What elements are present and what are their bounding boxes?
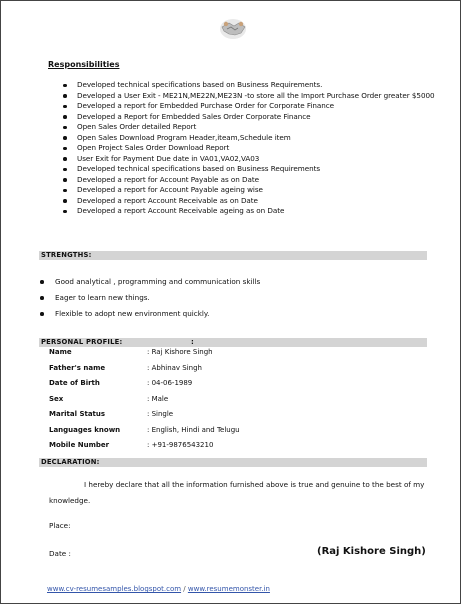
profile-label: Name: [49, 348, 72, 356]
declaration-text: I hereby declare that all the information furnished above is true and genuine to the best of my knowledge.: [49, 480, 425, 505]
personal-profile-title: PERSONAL PROFILE:: [41, 338, 123, 346]
list-item: Open Sales Order detailed Report: [61, 122, 439, 133]
handshake-icon: [219, 13, 247, 43]
list-item: Developed a report Account Receivable ageing as on Date: [61, 206, 439, 217]
profile-label: Languages known: [49, 425, 121, 434]
signature-name: (Raj Kishore Singh): [317, 546, 426, 557]
list-item: Developed a User Exit - ME21N,ME22N,ME23N -to store all the Import Purchase Order greater $5000: [61, 91, 439, 102]
list-item: Eager to learn new things.: [39, 290, 260, 306]
strengths-list: [39, 274, 260, 322]
profile-value: : English, Hindi and Telugu: [147, 425, 240, 434]
list-item: Developed a Report for Embedded Sales Order Corporate Finance: [61, 112, 439, 123]
profile-label: Marital Status: [49, 410, 106, 418]
list-item: Developed a report for Account Payable ageing wise: [61, 185, 439, 196]
list-item: Open Sales Download Program Header,iteam,Schedule item: [61, 133, 439, 144]
list-item: Good analytical , programming and communication skills: [39, 274, 260, 290]
strengths-heading: STRENGTHS:: [39, 251, 427, 260]
profile-value: : +91-9876543210: [147, 441, 214, 449]
place-label: Place:: [49, 521, 71, 530]
profile-label: Date of Birth: [49, 379, 100, 387]
declaration-heading: DECLARATION:: [39, 458, 427, 467]
footer-separator: /: [181, 585, 188, 593]
profile-label: Mobile Number: [49, 441, 110, 449]
profile-value: : 04-06-1989: [147, 379, 193, 387]
responsibilities-heading: Responsibilities: [48, 60, 120, 69]
list-item: Flexible to adopt new environment quickly.: [39, 306, 260, 322]
profile-label: Sex: [49, 394, 64, 403]
list-item: Developed a report for Embedded Purchase Order for Corporate Finance: [61, 101, 439, 112]
personal-profile-colon: :: [191, 338, 194, 346]
profile-value: : Single: [147, 410, 174, 418]
list-item: Developed a report Account Receivable as on Date: [61, 196, 439, 207]
date-label: Date :: [49, 549, 71, 558]
list-item: Open Project Sales Order Download Report: [61, 143, 439, 154]
personal-profile-heading: [39, 338, 427, 347]
responsibilities-list: [61, 80, 439, 217]
profile-label: Father's name: [49, 363, 106, 372]
profile-value: : Male: [147, 394, 169, 403]
list-item: Developed technical specifications based on Business Requirements: [61, 164, 439, 175]
list-item: User Exit for Payment Due date in VA01,VA02,VA03: [61, 154, 439, 165]
footer-link-cv-resumesamples[interactable]: www.cv-resumesamples.blogspot.com: [47, 585, 182, 593]
profile-value: : Raj Kishore Singh: [147, 348, 213, 356]
list-item: Developed technical specifications based on Business Requirements.: [61, 80, 439, 91]
footer: [47, 585, 270, 593]
footer-link-resumemonster[interactable]: www.resumemonster.in: [187, 585, 270, 593]
profile-value: : Abhinav Singh: [147, 363, 202, 372]
list-item: Developed a report for Account Payable as on Date: [61, 175, 439, 186]
